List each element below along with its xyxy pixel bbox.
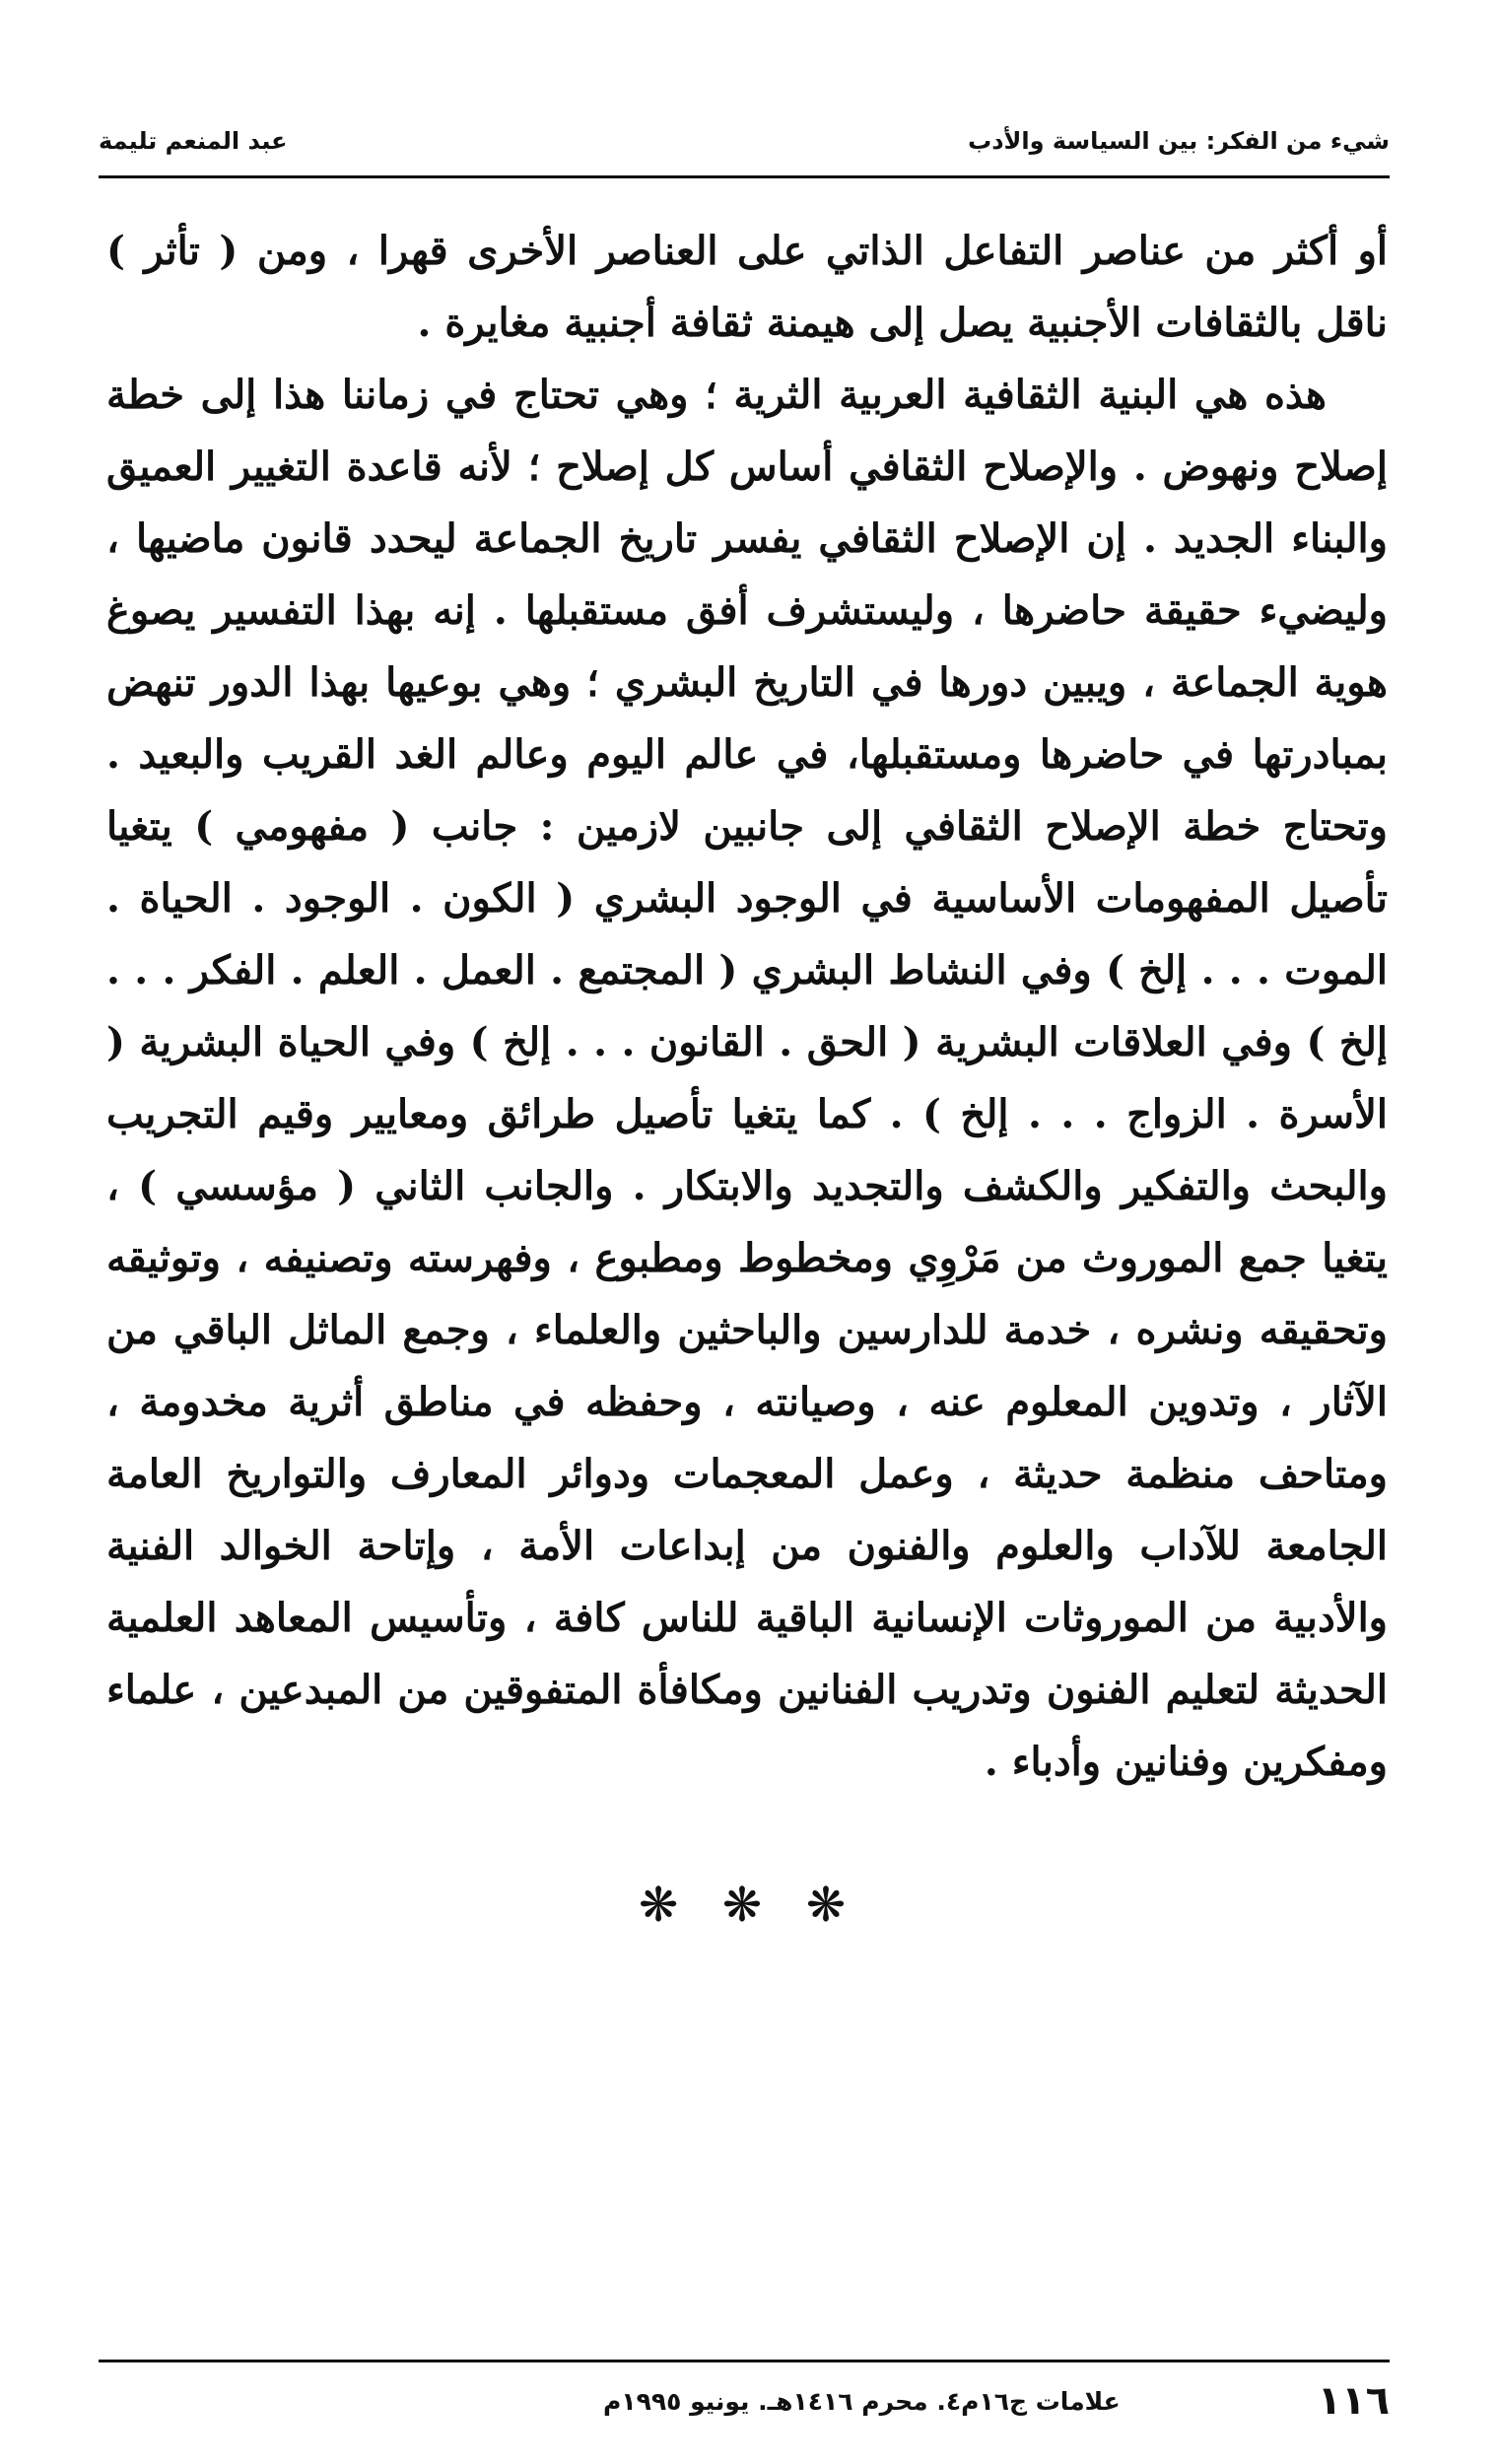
journal-issue-info: علامات ج١٦م٤. محرم ١٤١٦هـ. يونيو ١٩٩٥م xyxy=(603,2386,1121,2416)
header-rule xyxy=(99,175,1390,178)
paragraph: هذه هي البنية الثقافية العربية الثرية ؛ وهي تحتاج في زماننا هذا إلى خطة إصلاح ونهوض . والإصلاح الثقافي أساس كل إصلاح ؛ لأنه قاعدة التغيير العميق والبناء الجديد . إن الإصلاح الثقافي يفسر تاريخ الجماعة ليحدد قانون ماضيها ، وليضيء حقيقة حاضرها ، وليستشرف أفق مستقبلها . إنه بهذا التفسير يصوغ هوية الجماعة ، ويبين دورها في التاريخ البشري ؛ وهي بوعيها بهذا الدور تنهض بمبادرتها في حاضرها ومستقبلها، في عالم اليوم وعالم الغد القريب والبعيد . وتحتاج خطة الإصلاح الثقافي إلى جانبين لازمين : جانب ( مفهومي ) يتغيا تأصيل المفهومات الأساسية في الوجود البشري ( الكون . الوجود . الحياة . الموت . . . إلخ ) وفي النشاط البشري ( المجتمع . العمل . العلم . الفكر . . . إلخ ) وفي العلاقات البشرية ( الحق . القانون . . . إلخ ) وفي الحياة البشرية ( الأسرة . الزواج . . . إلخ ) . كما يتغيا تأصيل طرائق ومعايير وقيم التجريب والبحث والتفكير والكشف والتجديد والابتكار . والجانب الثاني ( مؤسسي ) ، يتغيا جمع الموروث من مَرْوِي ومخطوط ومطبوع ، وفهرسته وتصنيفه ، وتوثيقه وتحقيقه ونشره ، خدمة للدارسين والباحثين والعلماء ، وجمع الماثل الباقي من الآثار ، وتدوين المعلوم عنه ، وصيانته ، وحفظه في مناطق أثرية مخدومة ، ومتاحف منظمة حديثة ، وعمل المعجمات ودوائر المعارف والتواريخ العامة الجامعة للآداب والعلوم والفنون من إبداعات الأمة ، وإتاحة الخوالد الفنية والأدبية من الموروثات الإنسانية الباقية للناس كافة ، وتأسيس المعاهد العلمية الحديثة لتعليم الفنون وتدريب الفنانين ومكافأة المتفوقين من المبدعين ، علماء ومفكرين وفنانين وأدباء . xyxy=(106,372,1388,1785)
book-title: شيء من الفكر: بين السياسة والأدب xyxy=(968,127,1390,155)
page-number: ١١٦ xyxy=(1317,2378,1390,2424)
page-footer xyxy=(99,2373,1390,2429)
paragraph: أو أكثر من عناصر التفاعل الذاتي على العناصر الأخرى قهرا ، ومن ( تأثر ) ناقل بالثقافات الأجنبية يصل إلى هيمنة ثقافة أجنبية مغايرة . xyxy=(106,228,1388,346)
footer-rule xyxy=(99,2360,1390,2362)
running-head xyxy=(99,116,1390,166)
body-text xyxy=(106,215,1388,1798)
author-name: عبد المنعم تليمة xyxy=(99,127,288,155)
section-separator: ❋ ❋ ❋ xyxy=(638,1878,860,1933)
